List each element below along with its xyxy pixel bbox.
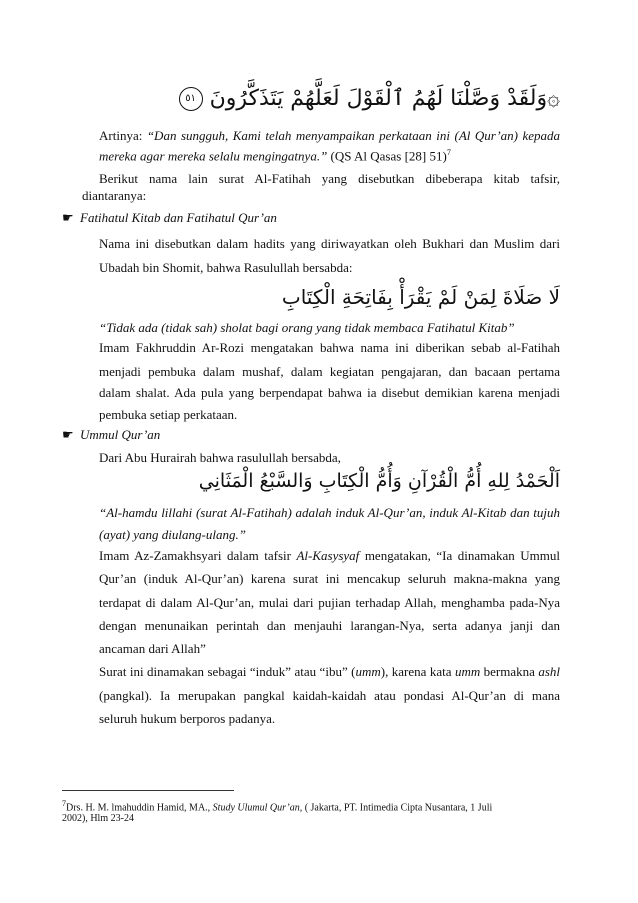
item2-q-text-4: dengan menunaikan perintah dan menjauhi larangan-Nya, serta adanya janji dan xyxy=(99,618,560,633)
item1-p-text-3: dalam shalat. Ada pula yang berpendapat bahwa ia disebut demikian karena menjadi xyxy=(99,385,560,400)
item2-s-1 xyxy=(99,664,560,680)
footnote-line-2 xyxy=(62,812,552,826)
item2-s1-d: umm xyxy=(454,664,481,679)
item1-p-text-4: pembuka setiap perkataan. xyxy=(99,407,238,422)
bullet-item-2 xyxy=(62,427,160,444)
intro-line-2 xyxy=(82,188,560,204)
item1-translation xyxy=(99,320,560,336)
verse-reference: (QS Al Qasas [28] 51) xyxy=(330,148,447,164)
item1-line-1 xyxy=(99,236,560,252)
item1-p-3 xyxy=(99,385,560,401)
item1-p-1 xyxy=(99,340,560,356)
item2-q-text-2: Qur’an (induk Al-Qur’an) karena surat ini mencakup seluruh makna-makna yang xyxy=(99,571,560,586)
item2-q-3 xyxy=(99,595,560,611)
pointing-hand-icon: ☛ xyxy=(62,211,74,226)
footnote-author: Drs. H. M. lmahuddin Hamid, MA., xyxy=(66,802,211,814)
translation-line-1 xyxy=(99,128,560,144)
footnote-publisher: ( Jakarta, PT. Intimedia Cipta Nusantara, 1 Juli xyxy=(304,802,493,814)
item2-q1-post: mengatakan, “Ia dinamakan Ummul xyxy=(364,548,560,563)
item2-s-2 xyxy=(99,688,560,704)
quran-verse-text: وَلَقَدْ وَصَّلْنَا لَهُمُ ٱلْقَوْلَ لَعَلَّهُمْ يَتَذَكَّرُونَ xyxy=(209,86,548,111)
item1-line-2 xyxy=(99,260,560,276)
verse-marker: ۞ xyxy=(547,86,560,111)
quran-verse xyxy=(177,86,560,111)
footnote-book-title: Study Ulumul Qur’an, xyxy=(212,802,303,814)
tafsir-title: Al-Kasysyaf xyxy=(296,548,360,563)
item1-text-1: Nama ini disebutkan dalam hadits yang diriwayatkan oleh Bukhari dan Muslim dari xyxy=(99,236,560,251)
verse-number-badge: ٥١ xyxy=(179,87,203,111)
item2-q-1 xyxy=(99,548,560,564)
translation-text-1: “Dan sungguh, Kami telah menyampaikan perkataan ini (Al Qur’an) kepada xyxy=(146,128,560,143)
item2-translation-text-1: “Al-hamdu lillahi (surat Al-Fatihah) adalah induk Al-Qur’an, induk Al-Kitab dan tujuh xyxy=(99,505,560,520)
item1-p-2 xyxy=(99,364,560,380)
item2-q-2 xyxy=(99,571,560,587)
intro-line-1 xyxy=(99,171,560,187)
item2-s1-e: bermakna xyxy=(483,664,535,679)
item2-s-3 xyxy=(99,711,560,727)
hadith-1-text: لَا صَلَاةَ لِمَنْ لَمْ يَقْرَأْ بِفَاتِحَةِ الْكِتَابِ xyxy=(281,285,560,309)
hadith-2-text: اَلْحَمْدُ لِلهِ أُمُّ الْقُرْآنِ وَأُمُّ الْكِتَابِ وَالسَّبْعُ الْمَثَانِي xyxy=(198,470,560,492)
footnote-divider xyxy=(62,790,234,791)
item2-s1-c: ), karena kata xyxy=(380,664,452,679)
footnote-marker: 7 xyxy=(62,799,66,808)
translation-text-2: mereka agar mereka selalu mengingatnya.” xyxy=(99,148,328,164)
item2-text-1: Dari Abu Hurairah bahwa rasulullah bersabda, xyxy=(99,450,341,465)
item2-s1-a: Surat ini dinamakan sebagai “induk” atau “ibu” ( xyxy=(99,664,356,679)
item2-s-text-3: seluruh hukum berporos padanya. xyxy=(99,711,276,726)
artinya-label: Artinya: xyxy=(99,128,143,143)
item2-q-4 xyxy=(99,618,560,634)
item1-p-text-1: Imam Fakhruddin Ar-Rozi mengatakan bahwa nama ini diberikan sebab al-Fatihah xyxy=(99,340,560,355)
item2-q-text-3: terdapat di dalam Al-Qur’an, mulai dari pujian terhadap Allah, menghamba pada-Nya xyxy=(99,595,560,610)
bullet-item-1 xyxy=(62,210,277,227)
item2-q1-pre: Imam Az-Zamakhsyari dalam tafsir xyxy=(99,548,291,563)
footnote-ref[interactable]: 7 xyxy=(446,148,451,157)
item2-s1-b: umm xyxy=(355,664,381,679)
translation-line-2 xyxy=(99,145,560,164)
pointing-hand-icon: ☛ xyxy=(62,428,74,443)
item-2-heading: Ummul Qur’an xyxy=(80,427,161,442)
item2-line-1 xyxy=(99,450,560,466)
item2-translation-2 xyxy=(99,527,560,543)
item1-p-text-2: menjadi pembuka dalam mushaf, dalam kegiatan pengajaran, dan bacaan pertama xyxy=(99,364,560,379)
item2-translation-1 xyxy=(99,505,560,521)
intro-text-2: diantaranya: xyxy=(82,188,147,203)
item2-q-5 xyxy=(99,641,560,657)
item-1-heading: Fatihatul Kitab dan Fatihatul Qur’an xyxy=(80,210,277,225)
item2-q-text-5: ancaman dari Allah” xyxy=(99,641,206,656)
item2-s-text-2: (pangkal). Ia merupakan pangkal kaidah-kaidah atau pondasi Al-Qur’an di mana xyxy=(99,688,560,703)
item1-text-2: Ubadah bin Shomit, bahwa Rasulullah bersabda: xyxy=(99,260,353,275)
footnote-date-pages: 2002), Hlm 23-24 xyxy=(62,813,134,824)
item2-translation-text-2: (ayat) yang diulang-ulang.” xyxy=(99,527,246,542)
hadith-2 xyxy=(199,470,560,492)
item1-p-4 xyxy=(99,407,560,423)
hadith-1 xyxy=(282,285,560,309)
intro-text-1: Berikut nama lain surat Al-Fatihah yang disebutkan dibeberapa kitab tafsir, xyxy=(99,171,560,186)
item1-translation-text: “Tidak ada (tidak sah) sholat bagi orang yang tidak membaca Fatihatul Kitab” xyxy=(99,320,515,335)
item2-s1-f: ashl xyxy=(538,664,560,679)
